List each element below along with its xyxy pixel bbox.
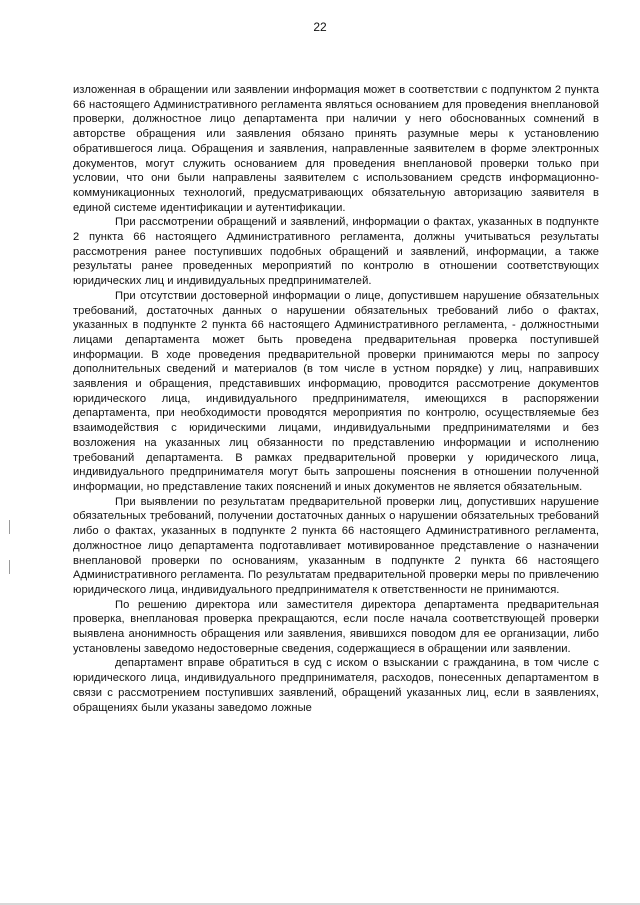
scan-artifact-mark: [9, 520, 10, 534]
paragraph-review-appeals: При рассмотрении обращений и заявлений, информации о фактах, указанных в подпункте 2 пункта 66 настоящего Административного регламента, должны учитываться результаты рассмотрения ранее поступивших подобных обращений и заявлений, информации, а также результаты ранее проведенных мероприятий по контролю в отношении соответствующих юридических лиц и индивидуальных предпринимателей.: [73, 216, 599, 288]
paragraph-violation-detected: При выявлении по результатам предварительной проверки лиц, допустивших нарушение обязательных требований, получении достаточных данных о нарушении обязательных требований либо о фактах, указанных в подпункте 2 пункта 66 настоящего Административного регламента, должностное лицо департамента подготавливает мотивированное представление о назначении внеплановой проверки по основаниям, указанным в подпункте 2 пункта 66 настоящего Административного регламента. По результатам предварительной проверки меры по привлечению юридического лица, индивидуального предпринимателя к ответственности не принимаются.: [73, 495, 599, 596]
document-body: [73, 83, 599, 715]
paragraph-court-claim: департамент вправе обратиться в суд с иском о взыскании с гражданина, в том числе с юридического лица, индивидуального предпринимателя, расходов, понесенных департаментом в связи с рассмотрением поступивших заявлений, обращений указанных лиц, если в заявлениях, обращениях были указаны заведомо ложные: [73, 657, 599, 714]
paragraph-termination: По решению директора или заместителя директора департамента предварительная проверка, внеплановая проверка прекращаются, если после начала соответствующей проверки выявлена анонимность обращения или заявления, явившихся поводом для ее организации, либо установлены заведомо недостоверные сведения, содержащиеся в обращении или заявлении.: [73, 598, 599, 655]
page-number: 22: [313, 20, 327, 34]
paragraph-preliminary-check: При отсутствии достоверной информации о лице, допустившем нарушение обязательных требований, достаточных данных о нарушении обязательных требований либо о фактах, указанных в подпункте 2 пункта 66 настоящего Административного регламента, - должностными лицами департамента может быть проведена предварительная проверка поступившей информации. В ходе проведения предварительной проверки принимаются меры по запросу дополнительных сведений и материалов (в том числе в устном порядке) у лиц, направивших заявления и обращения, представивших информацию, проводится рассмотрение документов юридического лица, индивидуального предпринимателя, имеющихся в распоряжении департамента, при необходимости проводятся мероприятия по контролю, осуществляемые без взаимодействия с юридическими лицами, индивидуальными предпринимателями и без возложения на указанных лиц обязанности по представлению информации и исполнению требований департамента. В рамках предварительной проверки у юридического лица, индивидуального предпринимателя могут быть запрошены пояснения в отношении полученной информации, но представление таких пояснений и иных документов не является обязательным.: [73, 289, 599, 493]
paragraph-continued: изложенная в обращении или заявлении информация может в соответствии с подпунктом 2 пункта 66 настоящего Административного регламента являться основанием для проведения внеплановой проверки, должностное лицо департамента при наличии у него обоснованных сомнений в авторстве обращения или заявления обязано принять разумные меры к установлению обратившегося лица. Обращения и заявления, направленные заявителем в форме электронных документов, могут служить основанием для проведения внеплановой проверки только при условии, что они были направлены заявителем с использованием средств информационно-коммуникационных технологий, предусматривающих обязательную авторизацию заявителя в единой системе идентификации и аутентификации.: [73, 84, 599, 214]
scan-artifact-mark: [9, 560, 10, 574]
